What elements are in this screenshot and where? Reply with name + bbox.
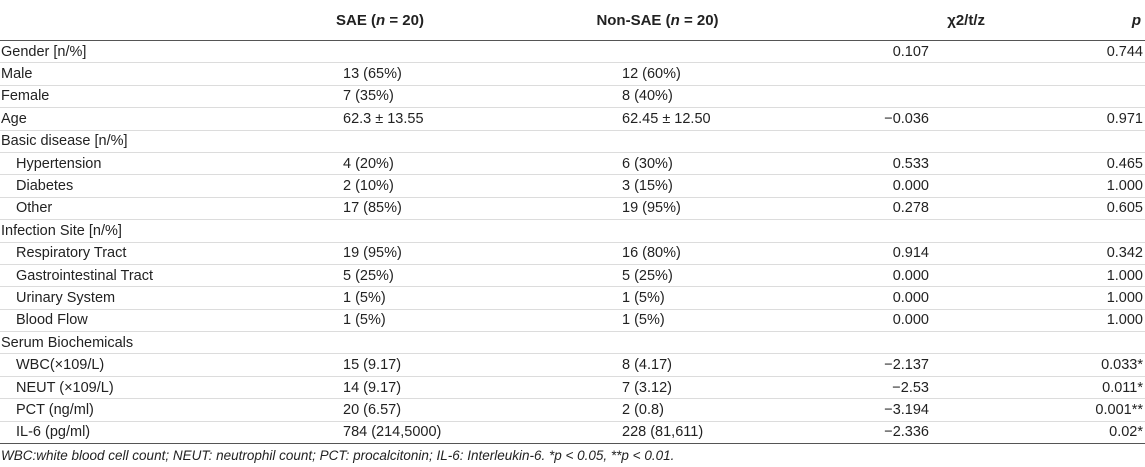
sae-value: 17 (85%) [343, 200, 402, 217]
table-row [0, 197, 1145, 219]
header-sae [250, 0, 530, 41]
row-label: PCT (ng/ml) [16, 401, 94, 418]
table-row [0, 108, 1145, 130]
non-sae-value: 1 (5%) [622, 312, 665, 329]
p-value: 0.744 [1106, 43, 1143, 60]
statistic-value [820, 63, 1010, 85]
header-statistic: χ2/t/z [820, 0, 1010, 41]
header-variable [0, 0, 250, 41]
non-sae-value: 19 (95%) [622, 200, 681, 217]
table-row [0, 287, 1145, 309]
p-value: 0.011* [1102, 379, 1143, 396]
sae-value: 7 (35%) [343, 88, 394, 105]
row-label: Serum Biochemicals [1, 334, 134, 351]
p-value: 0.02* [1109, 424, 1143, 441]
header-row [0, 0, 1145, 41]
row-label: Male [1, 66, 33, 83]
statistic-value: −3.194 [884, 401, 929, 418]
row-label: Age [1, 110, 27, 127]
p-value [1010, 63, 1145, 85]
table-row [0, 85, 1145, 107]
sae-value: 4 (20%) [343, 155, 394, 172]
sae-value: 5 (25%) [343, 267, 394, 284]
non-sae-value: 2 (0.8) [622, 401, 664, 418]
non-sae-value [530, 130, 820, 152]
sae-value: 784 (214,5000) [343, 424, 442, 441]
sae-value [250, 332, 530, 354]
table-row [0, 399, 1145, 421]
p-value: 1.000 [1106, 289, 1143, 306]
non-sae-value: 8 (4.17) [622, 357, 672, 374]
p-value: 0.342 [1106, 245, 1143, 262]
statistic-value: −2.336 [884, 424, 929, 441]
sae-value: 13 (65%) [343, 66, 402, 83]
non-sae-value [530, 332, 820, 354]
table-row [0, 175, 1145, 197]
row-label: Gender [n/%] [1, 43, 87, 60]
p-value: 1.000 [1106, 178, 1143, 195]
statistic-value: 0.000 [892, 312, 929, 329]
statistic-value [820, 332, 1010, 354]
p-value [1010, 85, 1145, 107]
non-sae-value [530, 220, 820, 242]
table-footnote: WBC:white blood cell count; NEUT: neutrophil count; PCT: procalcitonin; IL-6: Interleukin-6. *p < 0.05, **p < 0.01. [1, 448, 675, 463]
row-label: Urinary System [16, 289, 116, 306]
statistic-value: 0.107 [892, 43, 929, 60]
row-label: Infection Site [n/%] [1, 222, 122, 239]
table-row [0, 130, 1145, 152]
p-value [1010, 332, 1145, 354]
table-row [0, 63, 1145, 85]
non-sae-value [530, 41, 820, 63]
header-sae-text: SAE (n = 20) [336, 11, 424, 29]
p-value [1010, 220, 1145, 242]
row-label: Respiratory Tract [16, 245, 127, 262]
p-value: 0.001** [1095, 401, 1143, 418]
sae-value: 20 (6.57) [343, 401, 402, 418]
statistic-value: 0.000 [892, 178, 929, 195]
statistic-value: 0.000 [892, 289, 929, 306]
row-label: NEUT (×109/L) [16, 379, 114, 396]
non-sae-value: 3 (15%) [622, 178, 673, 195]
row-label: Gastrointestinal Tract [16, 267, 153, 284]
p-value [1010, 130, 1145, 152]
sae-value: 15 (9.17) [343, 357, 402, 374]
row-label: Hypertension [16, 155, 102, 172]
row-label: Blood Flow [16, 312, 88, 329]
sae-value: 1 (5%) [343, 289, 386, 306]
table-row [0, 309, 1145, 331]
sae-value: 1 (5%) [343, 312, 386, 329]
non-sae-value: 16 (80%) [622, 245, 681, 262]
non-sae-value: 6 (30%) [622, 155, 673, 172]
row-label: Diabetes [16, 178, 74, 195]
header-non-sae [530, 0, 820, 41]
statistic-value [820, 220, 1010, 242]
sae-value [250, 41, 530, 63]
statistic-value: −2.53 [892, 379, 929, 396]
statistic-value: 0.533 [892, 155, 929, 172]
table-row [0, 220, 1145, 242]
row-label: Basic disease [n/%] [1, 133, 128, 150]
table-row [0, 421, 1145, 443]
sae-value: 62.3 ± 13.55 [343, 110, 424, 127]
header-p-value [1010, 0, 1145, 41]
table-header [0, 0, 1145, 41]
p-value: 1.000 [1106, 267, 1143, 284]
statistic-value: −0.036 [884, 110, 929, 127]
p-value: 0.971 [1106, 110, 1143, 127]
p-value: 0.605 [1106, 200, 1143, 217]
p-value: 1.000 [1106, 312, 1143, 329]
sae-value: 19 (95%) [343, 245, 402, 262]
statistic-value [820, 130, 1010, 152]
statistic-value [820, 85, 1010, 107]
table-row [0, 376, 1145, 398]
non-sae-value: 1 (5%) [622, 289, 665, 306]
statistic-value: 0.278 [892, 200, 929, 217]
p-value: 0.033* [1101, 357, 1143, 374]
header-p-text: p [1131, 11, 1141, 29]
table-row [0, 354, 1145, 376]
row-label: IL-6 (pg/ml) [16, 424, 91, 441]
non-sae-value: 5 (25%) [622, 267, 673, 284]
header-non-sae-text: Non-SAE (n = 20) [596, 11, 719, 29]
sae-value: 2 (10%) [343, 178, 394, 195]
table-row [0, 264, 1145, 286]
statistic-value: 0.000 [892, 267, 929, 284]
statistic-value: −2.137 [884, 357, 929, 374]
table-row [0, 41, 1145, 63]
statistic-value: 0.914 [892, 245, 929, 262]
sae-value: 14 (9.17) [343, 379, 402, 396]
row-label: Other [16, 200, 53, 217]
table-row [0, 152, 1145, 174]
row-label: WBC(×109/L) [16, 357, 105, 374]
non-sae-value: 228 (81,611) [622, 424, 704, 441]
non-sae-value: 62.45 ± 12.50 [622, 110, 711, 127]
sae-value [250, 130, 530, 152]
table-row [0, 332, 1145, 354]
row-label: Female [1, 88, 50, 105]
p-value: 0.465 [1106, 155, 1143, 172]
sae-value [250, 220, 530, 242]
non-sae-value: 8 (40%) [622, 88, 673, 105]
non-sae-value: 7 (3.12) [622, 379, 672, 396]
non-sae-value: 12 (60%) [622, 66, 681, 83]
table-row [0, 242, 1145, 264]
table-body [0, 41, 1145, 444]
